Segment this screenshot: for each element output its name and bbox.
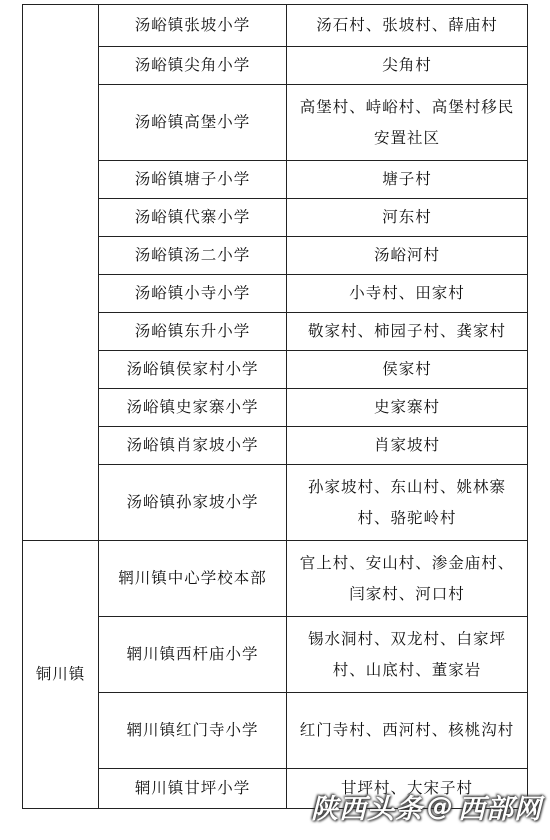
table-row — [23, 275, 528, 313]
table-row — [23, 161, 528, 199]
school-cell: 辋川镇甘坪小学 — [99, 769, 287, 809]
town-cell: 铜川镇 — [23, 541, 99, 809]
school-cell: 汤峪镇尖角小学 — [99, 47, 287, 85]
school-cell: 汤峪镇东升小学 — [99, 313, 287, 351]
school-district-table — [22, 4, 528, 809]
table-row — [23, 237, 528, 275]
villages-cell: 汤石村、张坡村、薛庙村 — [287, 5, 528, 47]
villages-cell: 高堡村、峙峪村、高堡村移民安置社区 — [287, 85, 528, 161]
villages-cell: 汤峪河村 — [287, 237, 528, 275]
table-row — [23, 427, 528, 465]
watermark — [311, 787, 542, 826]
table-row — [23, 47, 528, 85]
table-row — [23, 199, 528, 237]
school-cell: 辋川镇西杆庙小学 — [99, 617, 287, 693]
table-row — [23, 617, 528, 693]
town-cell — [23, 5, 99, 541]
school-cell: 辋川镇红门寺小学 — [99, 693, 287, 769]
table-row — [23, 313, 528, 351]
villages-cell: 红门寺村、西河村、核桃沟村 — [287, 693, 528, 769]
table-row — [23, 541, 528, 617]
villages-cell: 敬家村、柿园子村、龚家村 — [287, 313, 528, 351]
school-cell: 汤峪镇张坡小学 — [99, 5, 287, 47]
school-cell: 辋川镇中心学校本部 — [99, 541, 287, 617]
villages-cell: 侯家村 — [287, 351, 528, 389]
school-cell: 汤峪镇小寺小学 — [99, 275, 287, 313]
villages-cell: 尖角村 — [287, 47, 528, 85]
table-row — [23, 693, 528, 769]
villages-cell: 肖家坡村 — [287, 427, 528, 465]
villages-cell: 塘子村 — [287, 161, 528, 199]
villages-cell: 甘坪村、大宋子村 — [287, 769, 528, 809]
villages-cell: 锡水洞村、双龙村、白家坪村、山底村、董家岩 — [287, 617, 528, 693]
school-cell: 汤峪镇肖家坡小学 — [99, 427, 287, 465]
school-cell: 汤峪镇塘子小学 — [99, 161, 287, 199]
table-row — [23, 5, 528, 47]
watermark-right: 西部网 — [458, 794, 542, 825]
villages-cell: 河东村 — [287, 199, 528, 237]
school-cell: 汤峪镇代寨小学 — [99, 199, 287, 237]
table-row — [23, 351, 528, 389]
school-cell: 汤峪镇孙家坡小学 — [99, 465, 287, 541]
school-cell: 汤峪镇高堡小学 — [99, 85, 287, 161]
table-row — [23, 465, 528, 541]
villages-cell: 小寺村、田家村 — [287, 275, 528, 313]
school-cell: 汤峪镇侯家村小学 — [99, 351, 287, 389]
watermark-left: 陕西头条 — [311, 794, 423, 825]
school-cell: 汤峪镇汤二小学 — [99, 237, 287, 275]
table-row — [23, 389, 528, 427]
school-cell: 汤峪镇史家寨小学 — [99, 389, 287, 427]
table-row — [23, 85, 528, 161]
villages-cell: 孙家坡村、东山村、姚林寨村、骆驼岭村 — [287, 465, 528, 541]
watermark-at-icon: @ — [427, 791, 454, 822]
villages-cell: 史家寨村 — [287, 389, 528, 427]
villages-cell: 官上村、安山村、渗金庙村、闫家村、河口村 — [287, 541, 528, 617]
